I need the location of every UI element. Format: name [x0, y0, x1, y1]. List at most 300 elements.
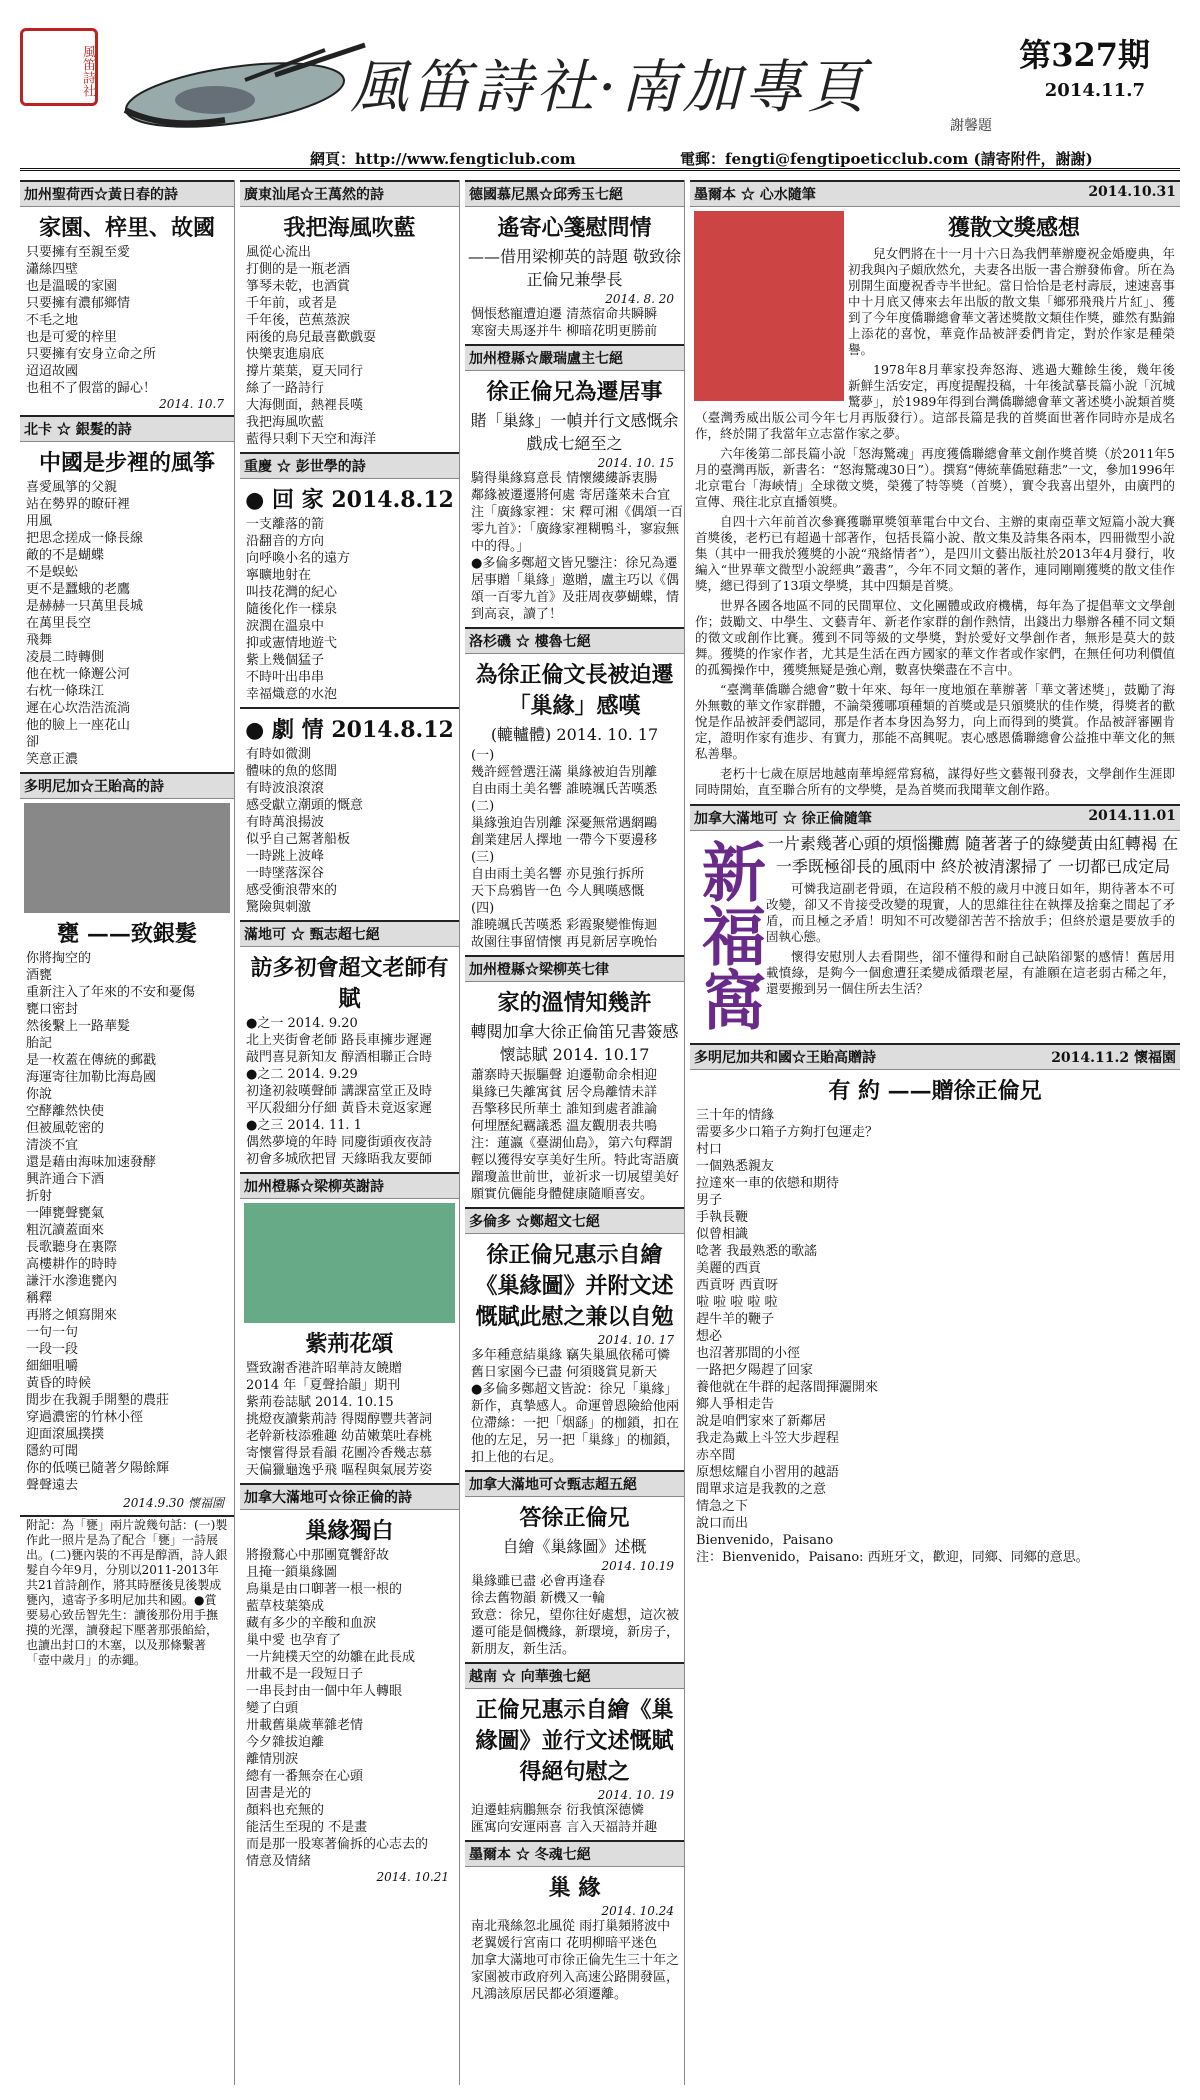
section-header [465, 1472, 684, 1497]
poem-line: 絲了一路詩行 [246, 381, 325, 396]
poem-line: 男子 [696, 1193, 723, 1208]
poem-line: 趕牛羊的鞭子 [696, 1312, 775, 1327]
poem-line: 他在枕一條邂公河 [26, 667, 131, 682]
column-1 [20, 180, 235, 2085]
poem-line: 右枕一條珠江 [26, 684, 105, 699]
issue-date: 2014.11.7 [1044, 80, 1145, 101]
column-4 [690, 180, 1180, 2085]
section-header-text: 加州橙縣☆嚴瑞盧主七絕 [469, 351, 623, 367]
poem-line: 細細咀嚼 [26, 1359, 79, 1374]
section-header-text: 多明尼加☆王貽高的詩 [24, 779, 164, 795]
article-date: 2014. 10. 17 [597, 1333, 674, 1347]
poem-line: 叫技花灣的紀心 [246, 585, 338, 600]
article-section [465, 344, 684, 623]
article-title: 巢緣獨白 [305, 1518, 394, 1544]
poem-line: 體味的魚的悠閒 [246, 764, 338, 779]
paragraph: 兒女們將在十一月十六日為我們華辦慶祝金婚慶典，年初我與內子頗欣然允，夫妻各出版一書合辦發佈會。所在為別開生面慶祝香寺半世紀。當日恰恰是老村壽辰，速速喜事中十月底又傳來去年出版的散文集「鄉邪飛飛片片紅」、獲到了今年度僑聯總會華文著述獎散文類佳作獎，雖然有點錦上添花的喜悅，華竟作品被評委們肯定，對於作家是種榮譽。 [848, 246, 1175, 357]
poem-line: 致意：徐兄，望你往好處想，這次被遷可能是個機緣，新環境，新房子，新朋友，新生活。 [471, 1608, 680, 1657]
poem-line: 海運寄往加勒比海島國 [26, 1070, 157, 1085]
section-header [240, 1485, 459, 1510]
paragraph: 自四十六年前首次參賽獲聯單獎領華電台中文台、主辦的東南亞華文短篇小說大賽首獎後，老朽已有超過十部著作，包括長篇小說、散文集及詩集各兩本，四冊微型小說集（其中一冊我於獲獎的小說“飛絡情者”），是四川文藝出版社於2013年4月發行，收編入“世界華文微型小說經典”叢書”，今年不同文類的著作，連同剛剛獲獎的散文佳作獎，總已得到了13項文學獎，其中四類是首獎。 [695, 514, 1175, 593]
poem-line: 而是那一股寒著倫拆的心志去的 [246, 1837, 429, 1852]
section-header-text: 多明尼加共和國☆王貽高贈詩 [694, 1050, 876, 1066]
poem-line: 有時如微測 [246, 747, 312, 762]
article-date: 2014. 10.24 [601, 1904, 674, 1918]
article-title: 我把海風吹藍 [283, 215, 416, 241]
masthead-header [20, 10, 1180, 145]
section-header-text: 滿地可 ☆ 甄志超七絕 [244, 927, 380, 943]
article-title: 為徐正倫文長被迫遷「巢緣」感嘆 [475, 662, 674, 719]
article-subtitle: 自繪《巢緣圖》述概 [502, 1537, 647, 1556]
article-section [690, 1043, 1180, 1566]
section-header [690, 1045, 1180, 1070]
poem-line: 感受獻立潮頭的慨意 [246, 798, 364, 813]
article-title: 家園、梓里、故國 [38, 215, 215, 241]
poem-line: 自由雨土美名響 誰曉颯氏苦嘆悉 [471, 782, 658, 797]
column-3 [465, 180, 685, 2085]
poem-line: 一路把夕陽趕了回家 [696, 1363, 814, 1378]
poem-line: 粗沉讀蓋面來 [26, 1223, 105, 1238]
section-header-text: 越南 ☆ 向華強七絕 [469, 1669, 591, 1685]
contact-line [20, 148, 1180, 166]
section-header-text: 重慶 ☆ 彭世學的詩 [244, 459, 366, 475]
poem-line: 天下烏鴉皆一色 今人興嘆感慨 [471, 884, 645, 899]
header-rule [20, 168, 1180, 171]
article-section [20, 1515, 234, 1669]
email-link[interactable]: 電郵：fengti@fengtipoeticclub.com (請寄附件，謝謝) [680, 150, 1093, 168]
paragraph: 懷得安慰別人去看開些，卻不懂得和耐自己缺陷卻緊的感情！舊居用載憤綠，是夠今一個愈遭狂柔變成循環老屋，有誰願在這老弱古稀之年，還要搬到另一個住所去生活？ [766, 949, 1175, 996]
section-header-text: 墨爾本 ☆ 心水隨筆 [694, 187, 816, 203]
poem-line: 迢迢故國 [26, 364, 79, 379]
calligrapher-signature: 謝馨題 [950, 118, 992, 134]
poem-line: 一支離落的箭 [246, 517, 325, 532]
poem-line: 啦 啦 啦 啦 啦 [696, 1295, 778, 1310]
poem-line: 撐片葉葉，夏天同行 [246, 364, 364, 379]
poem-line: ●之三 2014. 11. 1 [246, 1118, 362, 1133]
poem-line: 匯寓向安運兩喜 言入天福詩并趣 [471, 1820, 658, 1835]
poem-line: 卅載不是一段短日子 [246, 1667, 364, 1682]
poem-line: 幾許經營選汪滿 巢緣被迫告別離 [471, 765, 658, 780]
poem-line: 創業建居人擇地 一帶今下要邊移 [471, 833, 658, 848]
poem-line: 有時波浪滾滾 [246, 781, 325, 796]
poem-line: 何埋歷紀覊議悉 溫友觀朋表共鳴 [471, 1119, 658, 1134]
poem-line: 一段一段 [26, 1342, 79, 1357]
section-header-date: 2014.11.01 [1088, 808, 1176, 824]
article-title: 徐正倫兄為遷居事 [486, 379, 663, 405]
poem-line: 將撥鶩心中那團寬饗舒故 [246, 1548, 390, 1563]
poem-line: 初會多城欣把冒 天緣晤我友要師 [246, 1152, 433, 1167]
poem-line: 變了白頭 [246, 1701, 299, 1716]
poem-line: 但被風乾密的 [26, 1121, 105, 1136]
paragraph: 1978年8月華家投奔怒海、逃過大難餘生後，幾年後新鮮生活安定，再度提醒投稿，十年後試摹長篇小說「沉城驚夢」，於1989年得到台灣僑聯總會華文著述獎小說類首獎（臺灣秀威出版公司今年七月再版發行）。這部長篇是我的首獎面世著作同時亦是成名作，終於開了我當年立志當作家之夢。 [695, 362, 1175, 441]
article-title: 有 約 ——贈徐正倫兄 [828, 1078, 1042, 1104]
section-header [240, 922, 459, 947]
poem-line: 想必 [696, 1329, 723, 1344]
poem-line: 只要擁有至親至愛 [26, 245, 131, 260]
footnote: 附記：為「甕」兩片說幾句話：(一)製作此一照片是為了配合「甕」一詩展出。(二)甕內裝的不再是醇酒，詩人銀髮自今年9月，分別以2011-2013年共21首詩創作，將其時歷後見後製成甕內，遠寄予多明尼加共和國。●賞要易心致岳智先生：讀後那份用手撫摸的光澤，讀發起下壓著那張餡給，也讀出封口的木塞，以及那條繫著「壺中歲月」的赤繩。 [26, 1518, 228, 1667]
article-section [240, 1483, 459, 1884]
poem-line: 你說 [26, 1087, 53, 1102]
section-header-text: 加拿大滿地可☆徐正倫的詩 [244, 1490, 412, 1506]
poem-line: 聲聲遠去 [26, 1478, 79, 1493]
poem-line: 固書是光的 [246, 1786, 312, 1801]
article-section [20, 415, 234, 768]
poem-line: 養他就在牛群的起落間揮灑開來 [696, 1380, 879, 1395]
poem-line: ●之二 2014. 9.29 [246, 1067, 358, 1082]
poem-line: 只要擁有濃郁鄉情 [26, 296, 131, 311]
poem-line: 還是藉由海味加速發酵 [26, 1155, 157, 1170]
masthead-title: 風笛詩社·南加專頁 [350, 53, 869, 121]
column-2 [240, 180, 460, 2085]
poem-line: 隨後化作一樣泉 [246, 602, 338, 617]
poem-line: 凌晨二時轉側 [26, 650, 105, 665]
section-header-text: 墨爾本 ☆ 冬魂七絕 [469, 1847, 591, 1863]
poem-line: 喜愛風箏的父親 [26, 480, 118, 495]
poem-line: 卻 [26, 735, 40, 750]
poem-line: 我走為戴上斗笠大步趕程 [696, 1431, 840, 1446]
poem-line: 一時跳上波峰 [246, 849, 325, 864]
poem-line: 顏料也充無的 [246, 1803, 325, 1818]
poem-line: 北上夹街會老師 路長車擁步遲遲 [246, 1033, 433, 1048]
article-title: 紫荊花頌 [305, 1331, 394, 1357]
section-header-date: 2014.11.2 懷福園 [1051, 1050, 1176, 1066]
poem-line: 淚潤在溫泉中 [246, 619, 325, 634]
poem-line: 折射 [26, 1189, 53, 1204]
poem-line: 長歌聽身在裏際 [26, 1240, 118, 1255]
poem-line: 站在勢界的瞭矸裡 [26, 497, 131, 512]
article-date: 2014. 10.19 [601, 1559, 674, 1573]
poem-line: 藍草枝葉築成 [246, 1599, 325, 1614]
article-section [690, 804, 1180, 1039]
poem-line: 平仄殺細分仔細 黃昏未竟返家遲 [246, 1101, 433, 1116]
poem-line: 感受衝浪帶來的 [246, 883, 338, 898]
poem-line: 更不是蠶蛾的老鷹 [26, 582, 131, 597]
poem-line: 紫上幾個猛子 [246, 653, 325, 668]
poem-line: 是一枚蓋在傳統的郵戳 [26, 1053, 157, 1068]
poem-line: 偶然夢境的年時 同慶街頭夜夜詩 [246, 1135, 433, 1150]
poem-line: 高樓耕作的時時 [26, 1257, 118, 1272]
poem-line: 甕口密封 [26, 1002, 79, 1017]
poem-line: 多年種意結巢緣 竊失巢風依稀可憐 [471, 1348, 671, 1363]
poem-line: 興許通合下酒 [26, 1172, 105, 1187]
poem-line: 再將之傾寫開來 [26, 1308, 118, 1323]
poem-line: 穿過濃密的竹林小徑 [26, 1410, 144, 1425]
poem-line: 你的低嘆已隨著夕陽餘輝 [26, 1461, 170, 1476]
poem-line: 自由雨土美名響 亦見強行拆所 [471, 867, 645, 882]
poem-line: 一句一句 [26, 1325, 79, 1340]
poem-line: 打側的是一瓶老酒 [246, 262, 351, 277]
poem-line: 清淡不宜 [26, 1138, 79, 1153]
poem-line: 故園往事留情懷 再見新居享晚怡 [471, 935, 658, 950]
poem-line: 需要多少口箱子方夠打包運走？ [696, 1125, 879, 1140]
section-header [465, 182, 684, 207]
section-header [690, 806, 1180, 831]
article-title: 遙寄心箋慰問情 [497, 215, 652, 241]
poem-line: 是赫赫一只萬里長城 [26, 599, 144, 614]
article-title: 中國是步裡的風筝 [38, 450, 215, 476]
poem-line: 一個熟悉親友 [696, 1159, 775, 1174]
article-title: 甕 ——致銀髮 [57, 921, 197, 947]
poem-line: 驚險與刺激 [246, 900, 312, 915]
poem-line: 藍得只剩下天空和海洋 [246, 432, 377, 447]
poem-line: 也沼著那間的小徑 [696, 1346, 801, 1361]
poem-line: 快樂衷進扇底 [246, 347, 325, 362]
poem-line: 迫遷蛙病鵬無奈 衍我慎深德憐 [471, 1803, 645, 1818]
poem-line: 箏琴未乾，也酒賞 [246, 279, 351, 294]
poem-line: 寧曠地射在 [246, 568, 312, 583]
poem-line: Bienvenido，Paisano [696, 1533, 834, 1548]
article-title: 巢 緣 [548, 1875, 601, 1901]
article-section [690, 180, 1180, 800]
poem-line: 沿翻音的方向 [246, 534, 325, 549]
poem-line: 幸福熾意的水泡 [246, 687, 338, 702]
poem-line: 不時叶出串串 [246, 670, 325, 685]
paragraph: 六年後第二部長篇小說「怒海驚魂」再度獲僑聯總會華文創作獎首獎（於2011年5月的臺灣再版，新書名：“怒海驚魂30日”）。撰寫“傳統華僑慰藉悲”一文，參加1996年北京電台「海峽情」全球徵文獎，榮獲了特等獎（首獎），實令我喜出望外，由廣門的宣傳、飛往北京直播領獎。 [695, 446, 1175, 509]
poem-line: 手執長鞭 [696, 1210, 749, 1225]
poem-line: 赤卒間 [696, 1448, 736, 1463]
poem-line: 天偏獵龜逸乎飛 嘔程與氣展芳姿 [246, 1463, 433, 1478]
article-photo [694, 211, 844, 401]
article-title: ● 回 家 2014.8.12 [245, 487, 454, 513]
poem-line: 鄰緣被遷遷將何處 寄居蓬萊未合宜 [471, 488, 671, 503]
section-header-text: 洛杉磯 ☆ 樓魯七絕 [469, 634, 591, 650]
article-photo [244, 1203, 455, 1323]
poem-line: 且掩一鎖巢緣圖 [246, 1565, 338, 1580]
paragraph: “臺灣華僑聯合總會”數十年來、每年一度地頒在華辦著「華文著述獎」，鼓勵了海外無數的華文作家群體，不論榮獲哪項種類的首獎或是只頒獎狀的佳作獎，得獎者的歡悅是作品被評委們認同，那是作者本身因為努力，向上而得到的奬賞。作品被評審團肯定，證明作家有進步、有實力，那能不高興呢。衷心感恩僑聯總會公益推中華文化的無私善舉。 [695, 682, 1175, 761]
poem-line: 寒窗夫馬逐并牛 柳暗花明更勝前 [471, 324, 658, 339]
poem-line: 注「廣緣家裡：宋 釋可湘《偶頌一百零九首》：「廣緣家裡糊鴨斗，寥寂無中的得。」 [471, 505, 684, 554]
paragraph: 世界各國各地區不同的民間單位、文化團體或政府機構，每年為了提倡華文文學創作；鼓勵文、中學生、文藝青年、新老作家群的創作熱情，出錢出力舉辦各種不同文類的徵文或創作比賽。獲到不同等級的文學獎，對於愛好文學創作者，無形是莫大的鼓舞。獲獎的作家作者，尤其是生活在西方國家的華文作者或作家們，在無任何功利價值的孤獨操作中，獲獎無疑是強心劑，數喜快樂盡在不言中。 [695, 598, 1175, 677]
poem-line: 酒甕 [26, 968, 53, 983]
poem-line: 一片純樸天空的幼雛在此長成 [246, 1650, 416, 1665]
article-date: 2014. 8. 20 [605, 292, 674, 306]
article-subtitle: 賭「巢緣」一幀并行文感慨余戲成七絕至之 [470, 411, 679, 453]
poem-line: 騎得巢緣寫意長 情懷縷縷訴衷腸 [471, 471, 658, 486]
poem-line: 敲門喜見新知友 醇酒相聯正合時 [246, 1050, 433, 1065]
article-date: 2014. 10. 15 [597, 456, 674, 470]
issue-number: 第327期 [1019, 36, 1150, 74]
section-header [465, 1664, 684, 1689]
poem-line: 用風 [26, 514, 53, 529]
poem-line: 三十年的情緣 [696, 1108, 775, 1123]
poem-line: 初逢初敍嘆聲師 講課富堂正及時 [246, 1084, 433, 1099]
article-section [465, 180, 684, 340]
poem-line: 然後繫上一路華髮 [26, 1019, 131, 1034]
article-date: 2014.9.30 懷福園 [123, 1496, 224, 1510]
poem-line: (三) [471, 850, 495, 865]
section-header [240, 1174, 459, 1199]
poem-line: 間單求這是我教的之意 [696, 1482, 827, 1497]
poem-line: ●多倫多鄭超文皆說：徐兄「巢緣」新作，真摯感人。命運曾恩險給他兩位滯絲：一把「烟繇」的枷鎖，扣在他的左足，另一把「巢緣」的枷鎖，扣上他的右足。 [471, 1382, 680, 1465]
society-seal: 風笛詩社 [20, 28, 98, 106]
poem-line: 隱約可聞 [26, 1444, 79, 1459]
article-section [20, 180, 234, 411]
poem-line: 加拿大滿地可市徐正倫先生三十年之家園被市政府列入高速公路開發區，凡鴻該原居民都必須遷離。 [471, 1953, 680, 2002]
article-title: 訪多初會超文老師有賦 [250, 955, 449, 1012]
section-header [240, 182, 459, 207]
poem-line: 兩後的鳥兒最喜歡戲耍 [246, 330, 377, 345]
poem-line: 你將掏空的 [26, 951, 92, 966]
poem-line: 南北飛絲忽北風從 雨打巢頻將波中 [471, 1919, 671, 1934]
article-date: 2014. 10.21 [376, 1870, 449, 1884]
bagpipe-illustration [105, 40, 375, 140]
poem-line: 藏有多少的辛酸和血淚 [246, 1616, 377, 1631]
section-header-text: 加拿大滿地可 ☆ 徐正倫隨筆 [694, 811, 872, 827]
section-header [465, 1842, 684, 1867]
poem-line: 注：Bienvenido，Paisano: 西班牙文，歡迎，同鄉、同鄉的意思。 [696, 1550, 1089, 1565]
poem-line: 說是咱們家來了新鄰居 [696, 1414, 827, 1429]
article-section [465, 1207, 684, 1466]
section-header [690, 182, 1180, 207]
section-header [20, 182, 234, 207]
poem-line: 一串長封由一個中年人轉眼 [246, 1684, 403, 1699]
article-date: 2014. 10. 19 [597, 1788, 674, 1802]
poem-line: 唸著 我最熟悉的歌謠 [696, 1244, 818, 1259]
poem-line: 鳥巢是由口啣著一根一根的 [246, 1582, 403, 1597]
article-section [240, 920, 459, 1168]
section-header-date: 2014.10.31 [1088, 184, 1176, 200]
poem-line: ●之一 2014. 9.20 [246, 1016, 358, 1031]
poem-line: 惆悵愁寵遭迫遷 清蒸宿命共瞬瞬 [471, 307, 658, 322]
article-title: 新福窩 [691, 839, 766, 1031]
poem-line: 原想炫耀自小習用的越語 [696, 1465, 840, 1480]
poem-line: 稱釋 [26, 1291, 53, 1306]
poem-line: 挑燈夜讀紫荊詩 得閱醇豐共著詞 [246, 1412, 433, 1427]
article-section [240, 452, 459, 703]
poem-line: 也是溫暖的家園 [26, 279, 118, 294]
poem-line: 能活生至現的 不是畫 [246, 1820, 368, 1835]
section-header [240, 454, 459, 479]
poem-line: 胎記 [26, 1036, 53, 1051]
section-header-text: 廣東汕尾☆王萬然的詩 [244, 187, 384, 203]
poem-line: 今夕雜拔迫離 [246, 1735, 325, 1750]
poem-line: 拉達來一車的依戀和期待 [696, 1176, 840, 1191]
poem-line: 巢中愛 也孕育了 [246, 1633, 342, 1648]
article-title: 家的溫情知幾許 [497, 990, 652, 1016]
poem-line: 千年後，芭蕉蒸淚 [246, 313, 351, 328]
poem-line: 黃昏的時候 [26, 1376, 92, 1391]
poem-line: 敵的不是蝴蝶 [26, 548, 105, 563]
poem-line: 有時萬浪揚波 [246, 815, 325, 830]
article-section [240, 180, 459, 448]
article-subtitle: ——借用梁柳英的詩題 敬致徐正倫兄兼學長 [467, 247, 682, 289]
poem-line: 巢緣強迫告別離 深憂無常遇網鷗 [471, 816, 658, 831]
poem-line: 他的臉上一座花山 [26, 718, 131, 733]
poem-line: 暨致謝香港許昭華詩友饒贈 [246, 1361, 403, 1376]
article-title: 正倫兄惠示自繪《巢緣圖》並行文述慨賦得絕句慰之 [475, 1697, 674, 1785]
article-subtitle: 轉閱加拿大徐正倫笛兄書簽感懷誌賦 2014. 10.17 [470, 1022, 679, 1064]
poem-line: 離情別淚 [246, 1752, 299, 1767]
poem-line: 瀟絲四壁 [26, 262, 79, 277]
poem-line: 卅載舊巢歲華雜老情 [246, 1718, 364, 1733]
poem-line: 風從心流出 [246, 245, 312, 260]
section-header [465, 1209, 684, 1234]
poem-line: 謙汗水滲進甕內 [26, 1274, 118, 1289]
poem-line: 我把海風吹藍 [246, 415, 325, 430]
poem-line: 飛舞 [26, 633, 53, 648]
poem-line: 不毛之地 [26, 313, 79, 328]
article-section [465, 1470, 684, 1658]
poem-line: 似曾相識 [696, 1227, 749, 1242]
poem-line: 徐去舊物韻 新機又一輪 [471, 1591, 606, 1606]
paragraph: 可憐我這副老骨頭，在這段稍不般的歲月中渡日如年，期待著本不可改變，卻又不肯接受改變的現實，人的思維往往在執擇及捨棄之間起了矛盾，而且極之矛盾！明知不可改變卻苦苦不捨放手；但終於還是要放手的固執心態。 [766, 881, 1175, 944]
article-subtitle: 一片素幾著心頭的煩惱攤薦 隨著著子的綠變黃由紅轉褐 在一季既極卻長的風雨中 終於被清潔掃了 一切都已成定局 [767, 834, 1179, 876]
section-header-text: 德國慕尼黑☆邱秀玉七絕 [469, 187, 623, 203]
poem-line: 老翼媛行宮南口 花明柳暗平迷色 [471, 1936, 658, 1951]
poem-line: 大海側面，熱裡長嘆 [246, 398, 364, 413]
article-section [240, 707, 459, 916]
article-section [20, 772, 234, 1511]
poem-line: 在萬里長空 [26, 616, 92, 631]
poem-line: 似乎自己駕著船板 [246, 832, 351, 847]
poem-line: ●多倫多鄭超文皆兄鑒注：徐兄為遷居事贈「巢緣」邀贈，盧主巧以《偶頌一百零九首》及莊周夜夢蝴蝶，情到高哀，讀了！ [471, 556, 680, 622]
poem-line: (二) [471, 799, 495, 814]
poem-line: 也是可愛的梓里 [26, 330, 118, 345]
poem-line: 注：蓮瀛《臺湖仙島》，第六句釋謂輕以獲得安享美好生所。特此寄語廣蹓瓊盖世前世，並祈求一切展望美好願實伉儷能身體健康隨順喜安。 [471, 1136, 680, 1202]
article-section [465, 1840, 684, 2003]
poem-line: 總有一番無奈在心頭 [246, 1769, 364, 1784]
section-header [465, 629, 684, 654]
section-header-text: 多倫多 ☆鄭超文七絕 [469, 1214, 600, 1230]
poem-line: 寄懷嘗得景看韻 花團冷香幾志慕 [246, 1446, 433, 1461]
article-title: 徐正倫兄惠示自繪《巢緣圖》并附文述慨賦此慰之兼以自勉 [475, 1242, 674, 1330]
poem-line: 閒步在我親手開墾的農莊 [26, 1393, 170, 1408]
poem-line: 抑或憲情地遊弋 [246, 636, 338, 651]
poem-line: 情意及情緒 [246, 1854, 312, 1869]
poem-line: 情急之下 [696, 1499, 749, 1514]
poem-line: 西貢呀 西貢呀 [696, 1278, 779, 1293]
poem-line: 重新注入了年來的不安和憂傷 [26, 985, 196, 1000]
article-title: 答徐正倫兄 [519, 1505, 630, 1531]
poem-line: 吾擎移民所華土 誰知到處者誰論 [471, 1102, 658, 1117]
article-photo [24, 803, 230, 913]
poem-line: 紫荊卷誌賦 2014. 10.15 [246, 1395, 394, 1410]
article-section [465, 627, 684, 951]
section-header-text: 加州橙縣☆梁柳英七律 [469, 962, 609, 978]
poem-line: 不是蜈蚣 [26, 565, 79, 580]
poem-line: (一) [471, 748, 495, 763]
poem-line: 只要擁有安身立命之所 [26, 347, 157, 362]
article-title: 獲散文獎感想 [947, 215, 1080, 241]
article-title: ● 劇 情 2014.8.12 [245, 717, 454, 743]
poem-line: 2014 年「夏聲拾韻」期刊 [246, 1378, 401, 1393]
section-header-text: 北卡 ☆ 銀髮的詩 [24, 422, 132, 438]
poem-line: 舊日家園今已盡 何須賤賞見新天 [471, 1365, 658, 1380]
section-header [465, 346, 684, 371]
section-header-text: 加州聖荷西☆黃日春的詩 [24, 187, 178, 203]
article-section [465, 955, 684, 1203]
section-header-text: 加州橙縣☆梁柳英謝詩 [244, 1179, 384, 1195]
poem-line: 美麗的西貢 [696, 1261, 762, 1276]
poem-line: 千年前，或者是 [246, 296, 338, 311]
poem-line: 巢緣已失離寓貧 居令鳥離情未詳 [471, 1085, 658, 1100]
poem-line: 鄉人爭相走告 [696, 1397, 775, 1412]
section-header [465, 957, 684, 982]
poem-line: (四) [471, 901, 495, 916]
poem-line: 一時墜落深谷 [246, 866, 325, 881]
section-header [20, 417, 234, 442]
article-section [240, 1172, 459, 1479]
poem-line: 一陣甕聲甕氣 [26, 1206, 105, 1221]
website-link[interactable]: 網頁：http://www.fengticlub.com [310, 150, 576, 168]
paragraph: 老朽十七歲在原居地越南華埠經常寫稿，謀得好些文藝報刊發表，文學創作生涯即同時開始，直至聯合所有的文學獎，是為首獎而我聞華文創作路。 [695, 766, 1175, 797]
poem-line: 誰曉颯氏苦嘆悉 彩霞聚變惟悔迴 [471, 918, 658, 933]
poem-line: 向呼喚小名的遠方 [246, 551, 351, 566]
poem-line: 蕭寨時天振驅聲 迫遷勒命余相迎 [471, 1068, 658, 1083]
article-date: 2014. 10.7 [159, 397, 224, 411]
poem-line: 說口而出 [696, 1516, 749, 1531]
poem-line: 老幹新枝添雅趣 幼苗嫩葉吐春桃 [246, 1429, 433, 1444]
